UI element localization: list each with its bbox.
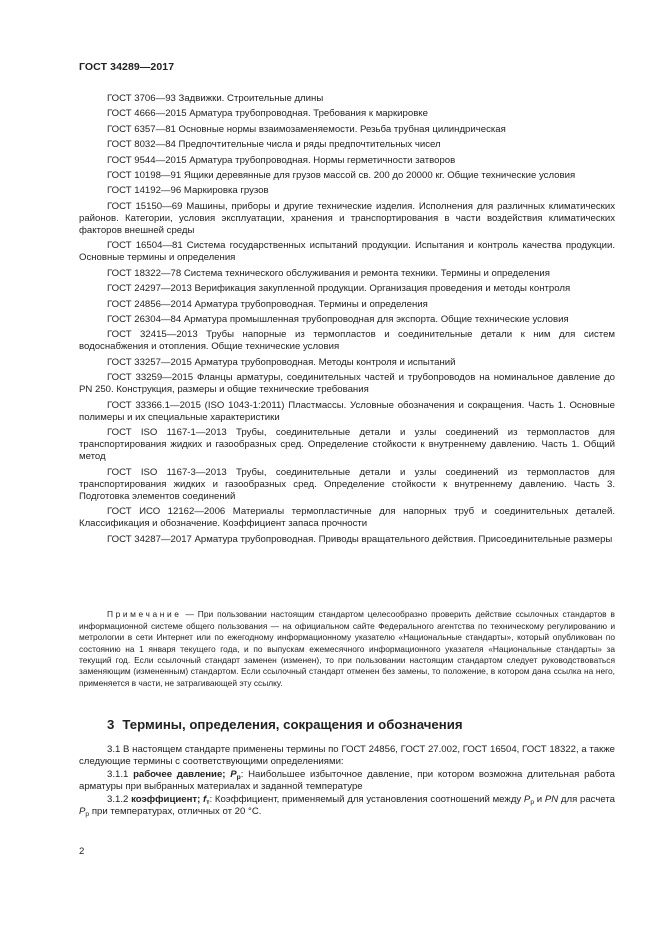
term-number: 3.1.2 bbox=[107, 794, 129, 806]
term-name: рабочее давление; bbox=[133, 769, 226, 781]
term-name: коэффициент; bbox=[131, 794, 201, 806]
note-text: — При пользовании настоящим стандартом целесообразно проверить действие ссылочных стандартов в информационной системе общего пользования — на официальном сайте Федерального агентства по техническому регулированию и метрологии в сети Интернет или по ежегодному информационному указателю «Национальные стандарты», который опубликован по состоянию на 1 января текущего года, и по выпускам ежемесячного информационного указателя «Национальные стандарты» за текущий год. Если ссылочный стандарт заменен (изменен), то при пользовании настоящим стандартом следует руководствоваться заменяющим (измененным) стандартом. Если ссылочный стандарт отменен без замены, то положение, в котором дана ссылка на него, применяется в части, не затрагивающей эту ссылку. bbox=[79, 609, 615, 688]
reference-item: ГОСТ 9544—2015 Арматура трубопроводная. Нормы герметичности затворов bbox=[107, 154, 456, 166]
reference-item: ГОСТ 15150—69 Машины, приборы и другие технические изделия. Исполнения для различных климатических районов. Категории, условия эксплуатации, хранения и транспортирования в части воздействия климатических факторов внешней среды bbox=[79, 200, 615, 236]
pn-symbol: PN bbox=[544, 794, 559, 806]
reference-item: ГОСТ 3706—93 Задвижки. Строительные длины bbox=[107, 93, 324, 104]
reference-item: ГОСТ 16504—81 Система государственных испытаний продукции. Испытания и контроль качества продукции. Основные термины и определения bbox=[79, 240, 615, 264]
page-header: ГОСТ 34289—2017 bbox=[79, 61, 175, 73]
term-symbol-subscript: р bbox=[236, 774, 241, 782]
reference-item: ГОСТ 4666—2015 Арматура трубопроводная. Требования к маркировке bbox=[107, 108, 428, 120]
term-symbol-subscript: т bbox=[206, 799, 210, 807]
reference-item: ГОСТ ISO 1167-1—2013 Трубы, соединительные детали и узлы соединений из термопластов для транспортирования жидких и газообразных сред. Определение стойкости к внутреннему давлению. Часть 1. Общий метод bbox=[79, 427, 615, 463]
pressure-symbol: P bbox=[523, 794, 531, 806]
reference-item: ГОСТ 33259—2015 Фланцы арматуры, соединительных частей и трубопроводов на номинальное давление до PN 250. Конструкция, размеры и общие технические требования bbox=[79, 372, 615, 396]
term-definition-coefficient bbox=[79, 794, 615, 817]
term-definition-text: при температурах, отличных от 20 °С. bbox=[89, 805, 262, 817]
page-number: 2 bbox=[79, 846, 85, 857]
pressure-symbol-subscript: р bbox=[85, 810, 90, 818]
section-title-text: Термины, определения, сокращения и обозначения bbox=[122, 717, 463, 732]
normative-references-list bbox=[79, 93, 615, 549]
reference-note bbox=[79, 609, 615, 689]
reference-item: ГОСТ 33366.1—2015 (ISO 1043-1:2011) Пластмассы. Условные обозначения и сокращения. Часть 1. Основные полимеры и их специальные характеристики bbox=[79, 399, 615, 423]
section-intro-paragraph: 3.1 В настоящем стандарте применены термины по ГОСТ 24856, ГОСТ 27.002, ГОСТ 16504, ГОСТ 18322, а также следующие термины с соответствующими определениями: bbox=[79, 744, 615, 767]
term-definition-text: : Коэффициент, применяемый для установления соотношений между bbox=[209, 794, 524, 806]
term-symbol: f bbox=[203, 794, 207, 806]
reference-item: ГОСТ ИСО 12162—2006 Материалы термопластичные для напорных труб и соединительных деталей. Классификация и обозначение. Коэффициент запаса прочности bbox=[79, 506, 615, 530]
reference-item: ГОСТ 8032—84 Предпочтительные числа и ряды предпочтительных чисел bbox=[107, 139, 441, 151]
section-heading bbox=[107, 717, 463, 732]
section-number: 3 bbox=[107, 717, 115, 732]
reference-item: ГОСТ 24297—2013 Верификация закупленной продукции. Организация проведения и методы контроля bbox=[107, 283, 571, 295]
reference-item: ГОСТ 18322—78 Система технического обслуживания и ремонта техники. Термины и определения bbox=[107, 267, 550, 279]
reference-item: ГОСТ 33257—2015 Арматура трубопроводная. Методы контроля и испытаний bbox=[107, 356, 456, 368]
reference-item: ГОСТ 34287—2017 Арматура трубопроводная. Приводы вращательного действия. Присоединительные размеры bbox=[107, 533, 613, 545]
term-number: 3.1.1 bbox=[107, 769, 129, 781]
pressure-symbol-subscript: р bbox=[530, 799, 535, 807]
reference-item: ГОСТ 24856—2014 Арматура трубопроводная. Термины и определения bbox=[107, 298, 428, 310]
term-definition-working-pressure bbox=[79, 769, 615, 792]
term-symbol: P bbox=[230, 769, 237, 781]
reference-item: ГОСТ 6357—81 Основные нормы взаимозаменяемости. Резьба трубная цилиндрическая bbox=[107, 123, 506, 135]
reference-item: ГОСТ 14192—96 Маркировка грузов bbox=[107, 185, 269, 197]
term-definition-text: : Наибольшее избыточное давление, при котором возможна длительная работа арматуры при выбранных материалах и заданной температуре bbox=[79, 769, 615, 792]
term-definition-text: для расчета bbox=[558, 794, 615, 806]
reference-item: ГОСТ 26304—84 Арматура промышленная трубопроводная для экспорта. Общие технические условия bbox=[107, 313, 569, 325]
pressure-symbol: P bbox=[79, 805, 86, 817]
term-definition-text: и bbox=[534, 794, 545, 806]
reference-item: ГОСТ 32415—2013 Трубы напорные из термопластов и соединительные детали к ним для систем водоснабжения и отопления. Общие технические условия bbox=[79, 329, 615, 353]
reference-item: ГОСТ 10198—91 Ящики деревянные для грузов массой св. 200 до 20000 кг. Общие технические условия bbox=[107, 169, 576, 181]
reference-item: ГОСТ ISO 1167-3—2013 Трубы, соединительные детали и узлы соединений из термопластов для транспортирования жидких и газообразных сред. Определение стойкости к внутреннему давлению. Часть 3. Подготовка элементов соединений bbox=[79, 466, 615, 502]
note-label: Примечание bbox=[107, 609, 182, 620]
section-body bbox=[79, 744, 615, 820]
